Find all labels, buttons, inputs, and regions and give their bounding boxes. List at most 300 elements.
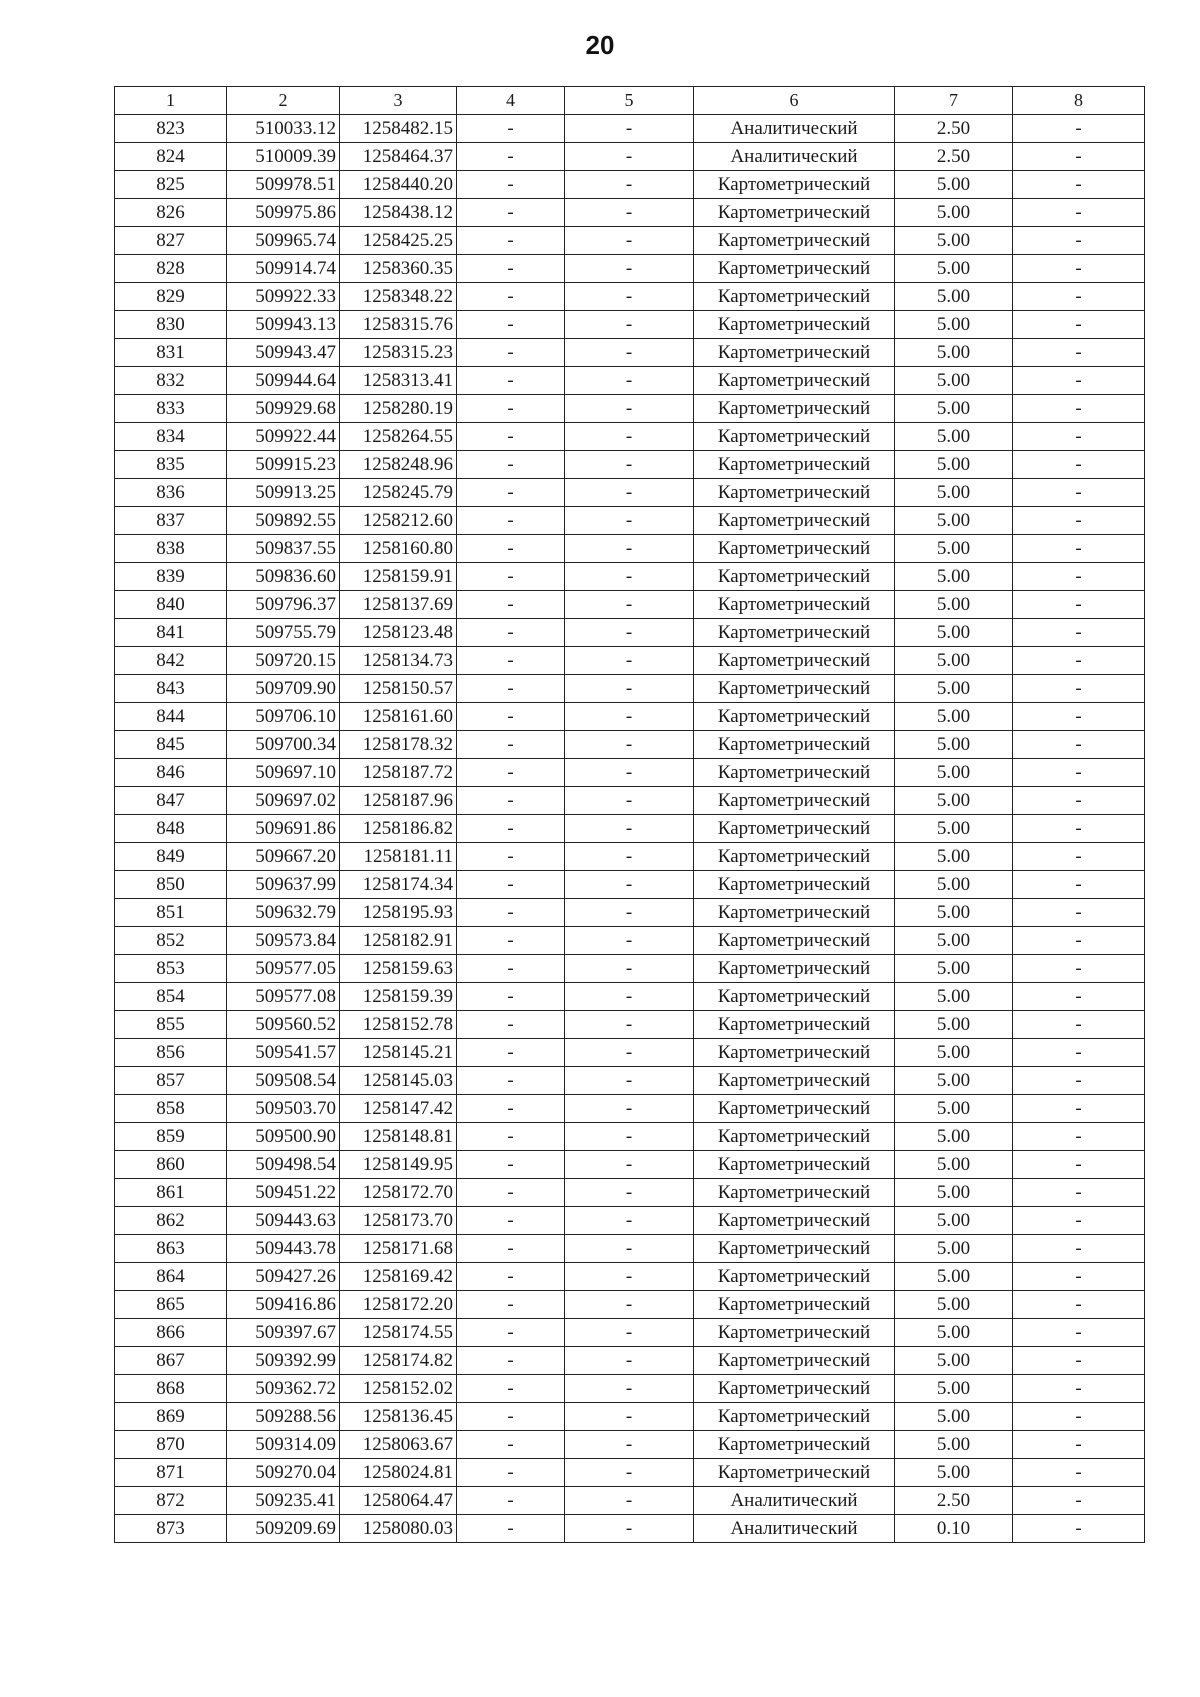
column-header: 3 [340,87,457,115]
x-coordinate-cell: 509451.22 [227,1179,340,1207]
x-coordinate-cell: 509667.20 [227,843,340,871]
col4-cell: - [457,1291,565,1319]
accuracy-cell: 5.00 [895,759,1013,787]
table-row [115,199,1145,227]
col4-cell: - [457,927,565,955]
col5-cell: - [565,1515,694,1543]
accuracy-cell: 5.00 [895,423,1013,451]
accuracy-cell: 5.00 [895,1095,1013,1123]
col8-cell: - [1013,1067,1145,1095]
col5-cell: - [565,1123,694,1151]
x-coordinate-cell: 509314.09 [227,1431,340,1459]
accuracy-cell: 5.00 [895,1179,1013,1207]
col4-cell: - [457,1179,565,1207]
y-coordinate-cell: 1258195.93 [340,899,457,927]
col8-cell: - [1013,1039,1145,1067]
point-number-cell: 860 [115,1151,227,1179]
col4-cell: - [457,199,565,227]
col5-cell: - [565,899,694,927]
col5-cell: - [565,871,694,899]
col5-cell: - [565,1347,694,1375]
table-row [115,955,1145,983]
col8-cell: - [1013,311,1145,339]
col4-cell: - [457,451,565,479]
col8-cell: - [1013,563,1145,591]
y-coordinate-cell: 1258159.39 [340,983,457,1011]
accuracy-cell: 5.00 [895,1403,1013,1431]
x-coordinate-cell: 509416.86 [227,1291,340,1319]
col5-cell: - [565,115,694,143]
col4-cell: - [457,1123,565,1151]
accuracy-cell: 5.00 [895,311,1013,339]
y-coordinate-cell: 1258161.60 [340,703,457,731]
col4-cell: - [457,479,565,507]
col4-cell: - [457,815,565,843]
method-cell: Картометрический [694,451,895,479]
method-cell: Картометрический [694,171,895,199]
x-coordinate-cell: 509755.79 [227,619,340,647]
x-coordinate-cell: 509943.47 [227,339,340,367]
y-coordinate-cell: 1258245.79 [340,479,457,507]
y-coordinate-cell: 1258313.41 [340,367,457,395]
point-number-cell: 827 [115,227,227,255]
accuracy-cell: 5.00 [895,1235,1013,1263]
x-coordinate-cell: 509697.02 [227,787,340,815]
method-cell: Картометрический [694,1291,895,1319]
col8-cell: - [1013,255,1145,283]
point-number-cell: 826 [115,199,227,227]
x-coordinate-cell: 509929.68 [227,395,340,423]
table-row [115,1123,1145,1151]
col8-cell: - [1013,815,1145,843]
col4-cell: - [457,423,565,451]
col4-cell: - [457,143,565,171]
x-coordinate-cell: 509573.84 [227,927,340,955]
col5-cell: - [565,955,694,983]
table-row [115,1263,1145,1291]
x-coordinate-cell: 509637.99 [227,871,340,899]
y-coordinate-cell: 1258024.81 [340,1459,457,1487]
accuracy-cell: 5.00 [895,703,1013,731]
col8-cell: - [1013,1263,1145,1291]
table-row [115,647,1145,675]
y-coordinate-cell: 1258280.19 [340,395,457,423]
col4-cell: - [457,1375,565,1403]
accuracy-cell: 5.00 [895,1263,1013,1291]
x-coordinate-cell: 509709.90 [227,675,340,703]
method-cell: Картометрический [694,535,895,563]
method-cell: Картометрический [694,339,895,367]
table-row [115,1403,1145,1431]
y-coordinate-cell: 1258248.96 [340,451,457,479]
point-number-cell: 861 [115,1179,227,1207]
col4-cell: - [457,591,565,619]
col8-cell: - [1013,675,1145,703]
col4-cell: - [457,899,565,927]
table-row [115,983,1145,1011]
method-cell: Картометрический [694,227,895,255]
col5-cell: - [565,451,694,479]
point-number-cell: 829 [115,283,227,311]
col5-cell: - [565,1431,694,1459]
col8-cell: - [1013,647,1145,675]
accuracy-cell: 5.00 [895,367,1013,395]
table-row [115,787,1145,815]
method-cell: Картометрический [694,843,895,871]
col5-cell: - [565,423,694,451]
col5-cell: - [565,731,694,759]
x-coordinate-cell: 509943.13 [227,311,340,339]
col4-cell: - [457,759,565,787]
y-coordinate-cell: 1258482.15 [340,115,457,143]
point-number-cell: 849 [115,843,227,871]
col5-cell: - [565,787,694,815]
column-header: 2 [227,87,340,115]
x-coordinate-cell: 509632.79 [227,899,340,927]
x-coordinate-cell: 509700.34 [227,731,340,759]
col8-cell: - [1013,339,1145,367]
point-number-cell: 842 [115,647,227,675]
y-coordinate-cell: 1258315.23 [340,339,457,367]
point-number-cell: 825 [115,171,227,199]
table-row [115,423,1145,451]
y-coordinate-cell: 1258315.76 [340,311,457,339]
y-coordinate-cell: 1258145.03 [340,1067,457,1095]
method-cell: Картометрический [694,1319,895,1347]
x-coordinate-cell: 509270.04 [227,1459,340,1487]
col5-cell: - [565,199,694,227]
x-coordinate-cell: 509706.10 [227,703,340,731]
column-header: 5 [565,87,694,115]
table-row [115,815,1145,843]
table-row [115,619,1145,647]
col5-cell: - [565,1319,694,1347]
col5-cell: - [565,479,694,507]
accuracy-cell: 5.00 [895,1011,1013,1039]
col8-cell: - [1013,1235,1145,1263]
col5-cell: - [565,1235,694,1263]
method-cell: Картометрический [694,647,895,675]
table-row [115,1431,1145,1459]
col4-cell: - [457,1039,565,1067]
y-coordinate-cell: 1258080.03 [340,1515,457,1543]
method-cell: Аналитический [694,1515,895,1543]
table-row [115,227,1145,255]
column-header: 4 [457,87,565,115]
col5-cell: - [565,1291,694,1319]
col5-cell: - [565,367,694,395]
col8-cell: - [1013,787,1145,815]
col8-cell: - [1013,171,1145,199]
point-number-cell: 836 [115,479,227,507]
col5-cell: - [565,1487,694,1515]
y-coordinate-cell: 1258212.60 [340,507,457,535]
method-cell: Аналитический [694,1487,895,1515]
accuracy-cell: 5.00 [895,1207,1013,1235]
column-header: 6 [694,87,895,115]
y-coordinate-cell: 1258173.70 [340,1207,457,1235]
y-coordinate-cell: 1258137.69 [340,591,457,619]
accuracy-cell: 5.00 [895,591,1013,619]
method-cell: Картометрический [694,955,895,983]
col5-cell: - [565,759,694,787]
point-number-cell: 859 [115,1123,227,1151]
table-row [115,1067,1145,1095]
point-number-cell: 830 [115,311,227,339]
table-row [115,1291,1145,1319]
col4-cell: - [457,1095,565,1123]
col8-cell: - [1013,1095,1145,1123]
point-number-cell: 858 [115,1095,227,1123]
col5-cell: - [565,255,694,283]
x-coordinate-cell: 509965.74 [227,227,340,255]
column-header: 7 [895,87,1013,115]
col8-cell: - [1013,1207,1145,1235]
accuracy-cell: 0.10 [895,1515,1013,1543]
col4-cell: - [457,955,565,983]
col8-cell: - [1013,1151,1145,1179]
col8-cell: - [1013,507,1145,535]
col4-cell: - [457,1235,565,1263]
accuracy-cell: 2.50 [895,115,1013,143]
x-coordinate-cell: 509427.26 [227,1263,340,1291]
col5-cell: - [565,1263,694,1291]
method-cell: Картометрический [694,1011,895,1039]
accuracy-cell: 5.00 [895,731,1013,759]
accuracy-cell: 5.00 [895,479,1013,507]
method-cell: Картометрический [694,1375,895,1403]
col4-cell: - [457,871,565,899]
y-coordinate-cell: 1258438.12 [340,199,457,227]
x-coordinate-cell: 509397.67 [227,1319,340,1347]
page-number: 20 [585,30,615,60]
method-cell: Картометрический [694,479,895,507]
x-coordinate-cell: 510033.12 [227,115,340,143]
x-coordinate-cell: 509796.37 [227,591,340,619]
y-coordinate-cell: 1258360.35 [340,255,457,283]
table-row [115,1235,1145,1263]
point-number-cell: 865 [115,1291,227,1319]
col8-cell: - [1013,983,1145,1011]
col4-cell: - [457,1431,565,1459]
point-number-cell: 867 [115,1347,227,1375]
x-coordinate-cell: 509503.70 [227,1095,340,1123]
col5-cell: - [565,563,694,591]
y-coordinate-cell: 1258174.82 [340,1347,457,1375]
x-coordinate-cell: 509500.90 [227,1123,340,1151]
point-number-cell: 870 [115,1431,227,1459]
y-coordinate-cell: 1258178.32 [340,731,457,759]
col5-cell: - [565,1375,694,1403]
col8-cell: - [1013,843,1145,871]
col5-cell: - [565,311,694,339]
table-row [115,283,1145,311]
table-row [115,535,1145,563]
y-coordinate-cell: 1258187.72 [340,759,457,787]
col5-cell: - [565,983,694,1011]
col5-cell: - [565,1039,694,1067]
point-number-cell: 843 [115,675,227,703]
col4-cell: - [457,1263,565,1291]
table-row [115,115,1145,143]
x-coordinate-cell: 509541.57 [227,1039,340,1067]
col8-cell: - [1013,143,1145,171]
table-row [115,1179,1145,1207]
y-coordinate-cell: 1258063.67 [340,1431,457,1459]
col8-cell: - [1013,927,1145,955]
y-coordinate-cell: 1258147.42 [340,1095,457,1123]
accuracy-cell: 5.00 [895,1375,1013,1403]
point-number-cell: 838 [115,535,227,563]
x-coordinate-cell: 509235.41 [227,1487,340,1515]
col8-cell: - [1013,535,1145,563]
coordinates-table [114,86,1145,1543]
x-coordinate-cell: 509922.44 [227,423,340,451]
x-coordinate-cell: 509443.63 [227,1207,340,1235]
col4-cell: - [457,367,565,395]
col5-cell: - [565,283,694,311]
table-row [115,1095,1145,1123]
col4-cell: - [457,675,565,703]
table-row [115,1515,1145,1543]
table-row [115,675,1145,703]
y-coordinate-cell: 1258181.11 [340,843,457,871]
table-row [115,143,1145,171]
method-cell: Картометрический [694,983,895,1011]
col8-cell: - [1013,115,1145,143]
method-cell: Картометрический [694,1431,895,1459]
point-number-cell: 871 [115,1459,227,1487]
col5-cell: - [565,507,694,535]
col8-cell: - [1013,1291,1145,1319]
point-number-cell: 855 [115,1011,227,1039]
accuracy-cell: 5.00 [895,815,1013,843]
point-number-cell: 824 [115,143,227,171]
table-row [115,1039,1145,1067]
x-coordinate-cell: 509697.10 [227,759,340,787]
method-cell: Картометрический [694,703,895,731]
accuracy-cell: 5.00 [895,843,1013,871]
x-coordinate-cell: 509288.56 [227,1403,340,1431]
col8-cell: - [1013,899,1145,927]
y-coordinate-cell: 1258264.55 [340,423,457,451]
table-row [115,1375,1145,1403]
point-number-cell: 869 [115,1403,227,1431]
point-number-cell: 866 [115,1319,227,1347]
y-coordinate-cell: 1258064.47 [340,1487,457,1515]
col4-cell: - [457,1403,565,1431]
point-number-cell: 854 [115,983,227,1011]
col4-cell: - [457,1067,565,1095]
table-row [115,1487,1145,1515]
table-row [115,591,1145,619]
y-coordinate-cell: 1258152.02 [340,1375,457,1403]
col4-cell: - [457,507,565,535]
accuracy-cell: 5.00 [895,227,1013,255]
col8-cell: - [1013,591,1145,619]
x-coordinate-cell: 509978.51 [227,171,340,199]
y-coordinate-cell: 1258136.45 [340,1403,457,1431]
method-cell: Аналитический [694,143,895,171]
accuracy-cell: 5.00 [895,619,1013,647]
accuracy-cell: 5.00 [895,255,1013,283]
col8-cell: - [1013,227,1145,255]
col8-cell: - [1013,1403,1145,1431]
method-cell: Картометрический [694,395,895,423]
col5-cell: - [565,927,694,955]
method-cell: Картометрический [694,619,895,647]
method-cell: Картометрический [694,1067,895,1095]
method-cell: Картометрический [694,731,895,759]
accuracy-cell: 5.00 [895,899,1013,927]
col8-cell: - [1013,395,1145,423]
y-coordinate-cell: 1258169.42 [340,1263,457,1291]
col4-cell: - [457,1459,565,1487]
table-row [115,395,1145,423]
y-coordinate-cell: 1258174.34 [340,871,457,899]
col8-cell: - [1013,1375,1145,1403]
col4-cell: - [457,395,565,423]
y-coordinate-cell: 1258172.20 [340,1291,457,1319]
col5-cell: - [565,143,694,171]
point-number-cell: 868 [115,1375,227,1403]
y-coordinate-cell: 1258186.82 [340,815,457,843]
table-row [115,1151,1145,1179]
table-row [115,255,1145,283]
table-row [115,1207,1145,1235]
accuracy-cell: 5.00 [895,1291,1013,1319]
y-coordinate-cell: 1258160.80 [340,535,457,563]
accuracy-cell: 5.00 [895,1347,1013,1375]
col4-cell: - [457,703,565,731]
col8-cell: - [1013,1431,1145,1459]
accuracy-cell: 5.00 [895,1067,1013,1095]
method-cell: Картометрический [694,1347,895,1375]
x-coordinate-cell: 509443.78 [227,1235,340,1263]
table-body [115,115,1145,1543]
x-coordinate-cell: 509922.33 [227,283,340,311]
x-coordinate-cell: 509577.05 [227,955,340,983]
x-coordinate-cell: 509915.23 [227,451,340,479]
method-cell: Картометрический [694,1039,895,1067]
accuracy-cell: 5.00 [895,927,1013,955]
y-coordinate-cell: 1258425.25 [340,227,457,255]
y-coordinate-cell: 1258150.57 [340,675,457,703]
col5-cell: - [565,1179,694,1207]
table-row [115,1459,1145,1487]
col8-cell: - [1013,423,1145,451]
accuracy-cell: 5.00 [895,451,1013,479]
x-coordinate-cell: 509836.60 [227,563,340,591]
table-row [115,843,1145,871]
table-row [115,451,1145,479]
x-coordinate-cell: 509498.54 [227,1151,340,1179]
col8-cell: - [1013,1459,1145,1487]
col8-cell: - [1013,1347,1145,1375]
accuracy-cell: 5.00 [895,871,1013,899]
accuracy-cell: 5.00 [895,283,1013,311]
y-coordinate-cell: 1258440.20 [340,171,457,199]
method-cell: Картометрический [694,423,895,451]
accuracy-cell: 5.00 [895,395,1013,423]
table-row [115,731,1145,759]
x-coordinate-cell: 509209.69 [227,1515,340,1543]
x-coordinate-cell: 509837.55 [227,535,340,563]
y-coordinate-cell: 1258159.63 [340,955,457,983]
col5-cell: - [565,591,694,619]
col4-cell: - [457,1151,565,1179]
accuracy-cell: 5.00 [895,983,1013,1011]
